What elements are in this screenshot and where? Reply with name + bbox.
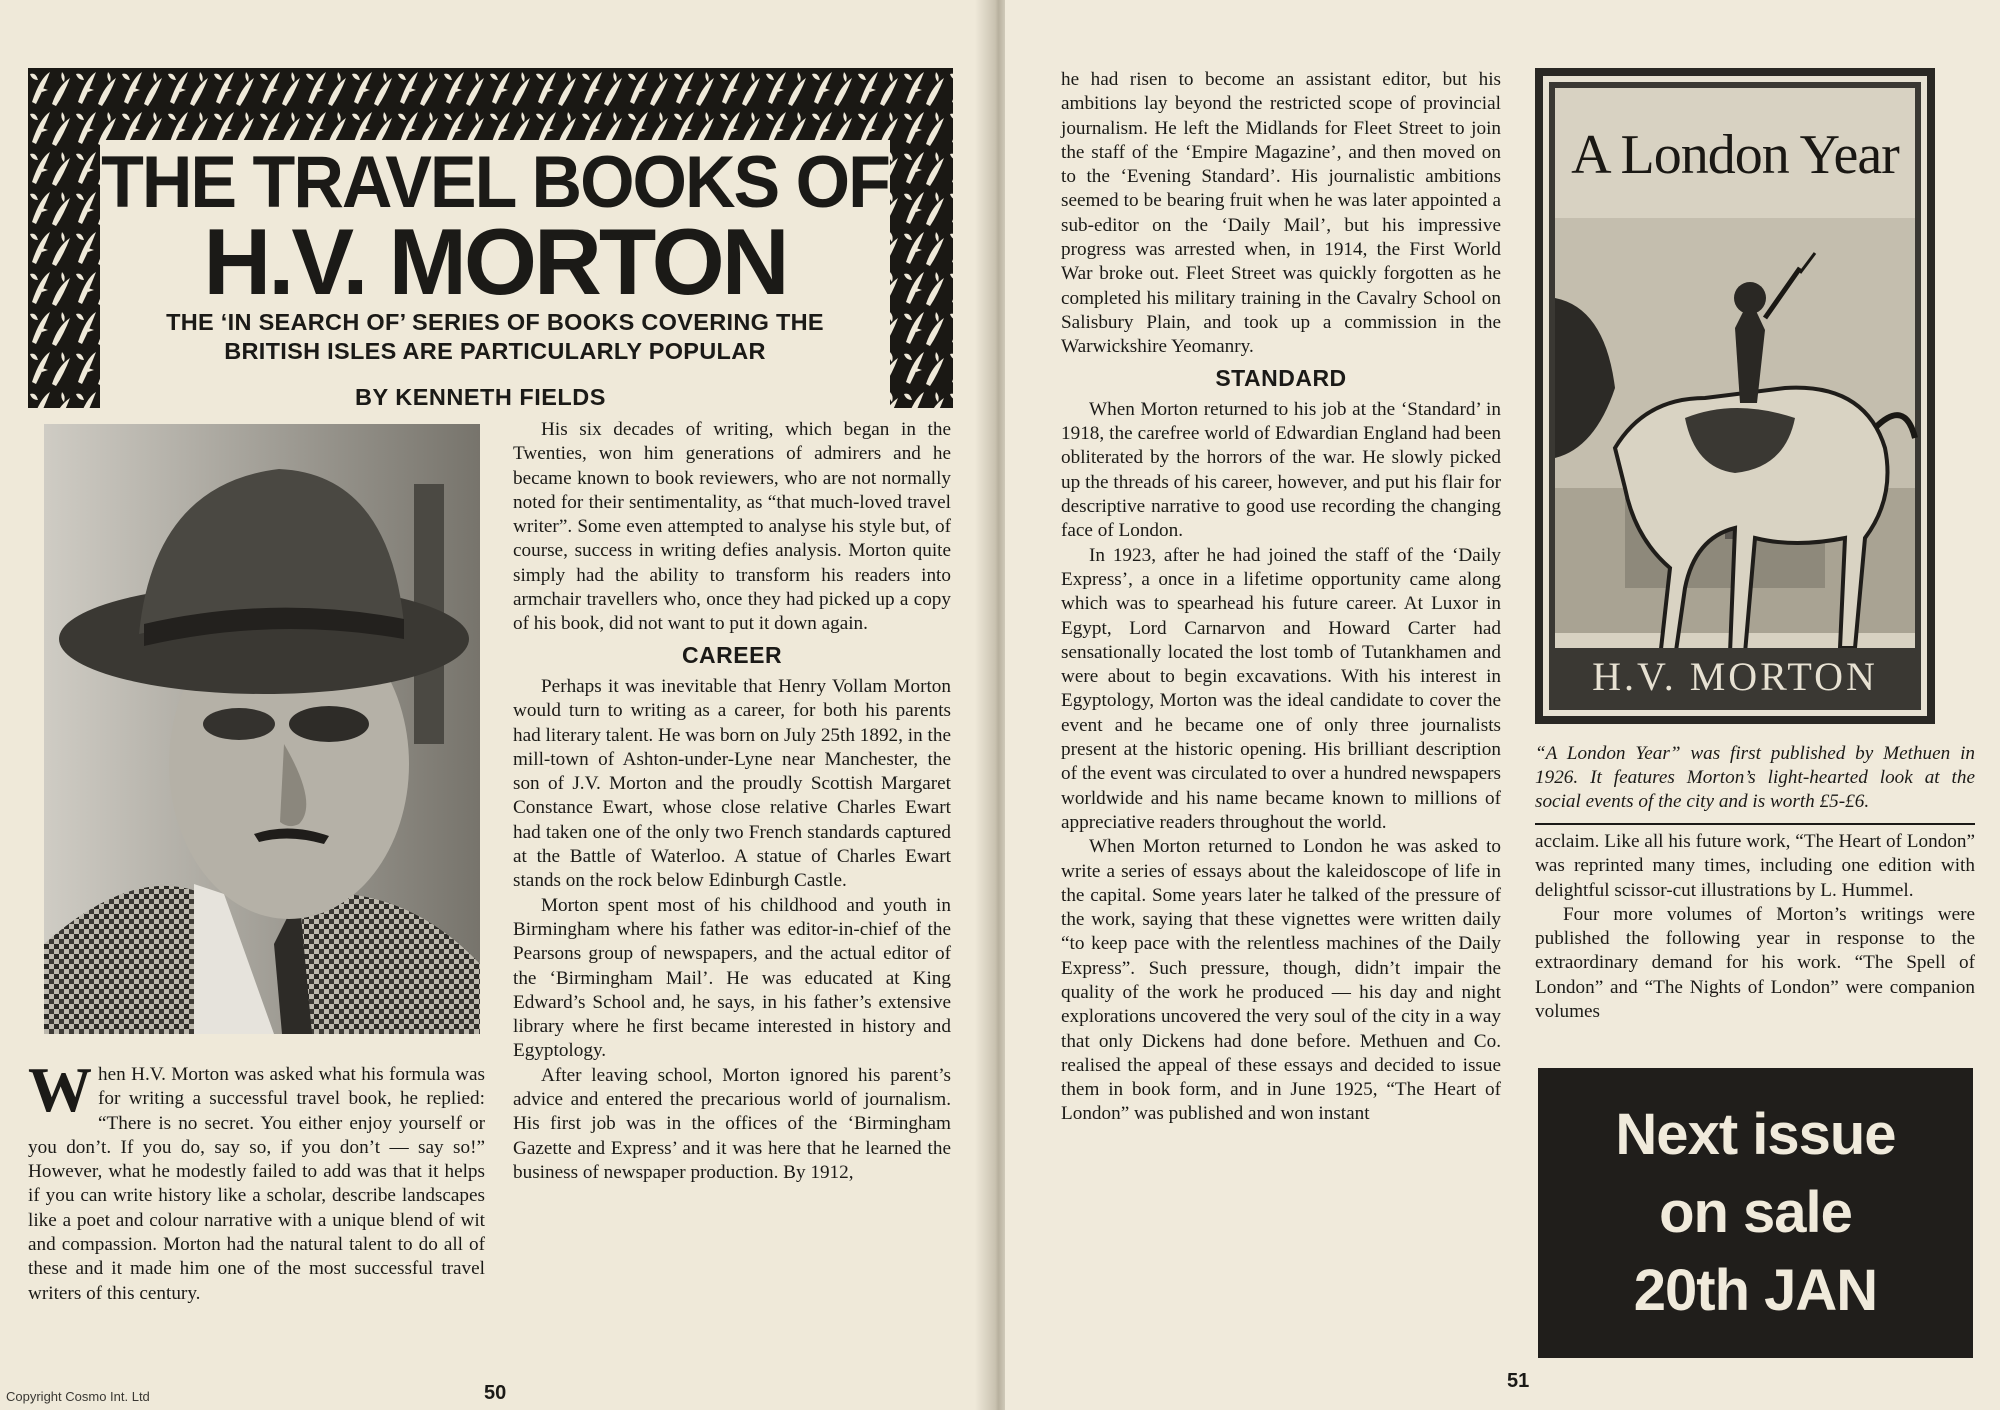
- paragraph: Four more volumes of Morton’s writings were published the following year in response to the extraordinary demand for his work. “The Spell of London” and “The Nights of London” were companion volumes: [1535, 903, 1975, 1023]
- drop-cap: W: [28, 1054, 92, 1125]
- paragraph: When Morton returned to London he was asked to write a series of essays about the kaleidoscope of life in the capital. Some years later he talked of the pressure of the work, saying that these vignettes were written daily “to keep pace with the relentless machines of the Daily Express”. Such pressure, though, didn’t impair the quality of the work he produced — his day and night explorations uncovered the very soul of the city in a way that only Dickens had done before. Methuen and Co. realised the appeal of these essays and decided to issue them in book form, and in June 1925, “The Heart of London” was published and won instant: [1061, 836, 1501, 1125]
- left-page: [0, 0, 990, 1410]
- headline-line-2: H.V. MORTON: [203, 209, 787, 314]
- next-issue-line-3: 20th JAN: [1633, 1258, 1878, 1323]
- left-column-2: [513, 418, 951, 1185]
- right-column-1: [1061, 68, 1501, 1127]
- cover-author: H.V. MORTON: [1592, 654, 1878, 699]
- paragraph: Morton spent most of his childhood and youth in Birmingham where his father was editor-in-chief of the Pearsons group of newspapers, and the actual editor of the ‘Birmingham Mail’. He was educated at King Edward’s School and, he says, in his father’s extensive library where he first became interested in history and Egyptology.: [513, 894, 951, 1062]
- author-portrait-photo: [44, 424, 480, 1034]
- title-box: [100, 140, 890, 408]
- paragraph: His six decades of writing, which began in the Twenties, won him generations of admirers and he became known to book reviewers, who are not normally noted for their sentimentality, as “that much-loved travel writer”. Some even attempted to analyse his style but, of course, success in writing defies analysis. Morton quite simply had the ability to transform his readers into armchair travellers who, once they had picked up a copy of his book, did not want to put it down again.: [513, 419, 951, 635]
- byline: BY KENNETH FIELDS: [355, 384, 606, 410]
- page-number-left: 50: [484, 1382, 507, 1404]
- subtitle-line-1: THE ‘IN SEARCH OF’ SERIES OF BOOKS COVERING THE: [166, 309, 824, 335]
- paragraph: After leaving school, Morton ignored his parent’s advice and entered the precarious world of journalism. His first job was in the offices of the ‘Birmingham Gazette and Express’ and it was here that he learned the business of newspaper production. By 1912,: [513, 1064, 951, 1183]
- paragraph: In 1923, after he had joined the staff of the ‘Daily Express’, a once in a lifetime opportunity came along which was to spearhead his future career. At Luxor in Egypt, Lord Carnarvon and Howard Carter had sensationally located the lost tomb of Tutankhamen and were about to begin excavations. With his interest in Egyptology, Morton was the ideal candidate to cover the event and he became one of only three journalists present at the historic opening. His brilliant description of the event was circulated to over a hundred newspapers worldwide and his name became known to millions of appreciative readers throughout the world.: [1061, 544, 1501, 833]
- headline-line-1: THE TRAVEL BOOKS OF: [101, 141, 889, 223]
- career-heading: CAREER: [681, 641, 783, 668]
- book-cover-illustration: [1535, 68, 1935, 724]
- right-column-2: [1535, 830, 1975, 1024]
- copyright-notice: Copyright Cosmo Int. Ltd: [6, 1389, 150, 1404]
- paragraph: acclaim. Like all his future work, “The Heart of London” was reprinted many times, including one edition with delightful scissor-cut illustrations by L. Hummel.: [1535, 831, 1975, 901]
- paragraph: Perhaps it was inevitable that Henry Vollam Morton would turn to writing as a career, for both his parents had literary talent. He was born on July 25th 1892, in the mill-town of Ashton-under-Lyne near Manchester, the son of J.V. Morton and the proudly Scottish Margaret Constance Ewart, whose close relative Charles Ewart had taken one of the only two French standards captured at the Battle of Waterloo. A statue of Charles Ewart stands on the rock below Edinburgh Castle.: [513, 675, 951, 892]
- next-issue-box: [1538, 1068, 1973, 1358]
- next-issue-line-1: Next issue: [1615, 1102, 1896, 1167]
- intro-paragraph: [28, 1054, 485, 1306]
- standard-heading: STANDARD: [1215, 364, 1347, 391]
- paragraph: he had risen to become an assistant editor, but his ambitions lay beyond the restricted scope of provincial journalism. He left the Midlands for Fleet Street to join the staff of the ‘Empire Magazine’, and then moved on to the ‘Evening Standard’. His journalistic ambitions seemed to be bearing fruit when he was later appointed a sub-editor on the ‘Daily Mail’, but his impressive progress was arrested when, in 1914, the First World War broke out. Fleet Street was quickly forgotten as he completed his military training in the Cavalry School on Salisbury Plain, and took up a commission in the Warwickshire Yeomanry.: [1061, 69, 1501, 358]
- subtitle: [120, 308, 870, 366]
- subtitle-line-2: BRITISH ISLES ARE PARTICULARLY POPULAR: [224, 338, 766, 364]
- cover-title: A London Year: [1571, 124, 1899, 186]
- next-issue-line-2: on sale: [1659, 1180, 1852, 1245]
- intro-text: hen H.V. Morton was asked what his formula was for writing a successful travel book, he replied: “There is no secret. You either enjoy yourself or you don’t. If you do, say so, if you don’t — say so!” However, what he modestly failed to add was that it helps if you can write history like a scholar, describe landscapes like a poet and colour narrative with a unique blend of wit and compassion. Morton had the natural talent to do all of these and it made him one of the most successful travel writers of this century.: [28, 1064, 485, 1304]
- caption-divider: [1535, 823, 1975, 825]
- page-number-right: 51: [1507, 1370, 1530, 1392]
- paragraph: When Morton returned to his job at the ‘Standard’ in 1918, the carefree world of Edwardian England had been obliterated by the horrors of the war. He slowly picked up the threads of his career, however, and put his flair for descriptive narrative to good use recording the changing face of London.: [1061, 398, 1501, 542]
- cover-caption: “A London Year” was first published by Methuen in 1926. It features Morton’s light-hearted look at the social events of the city and is worth £5-£6.: [1535, 743, 1975, 812]
